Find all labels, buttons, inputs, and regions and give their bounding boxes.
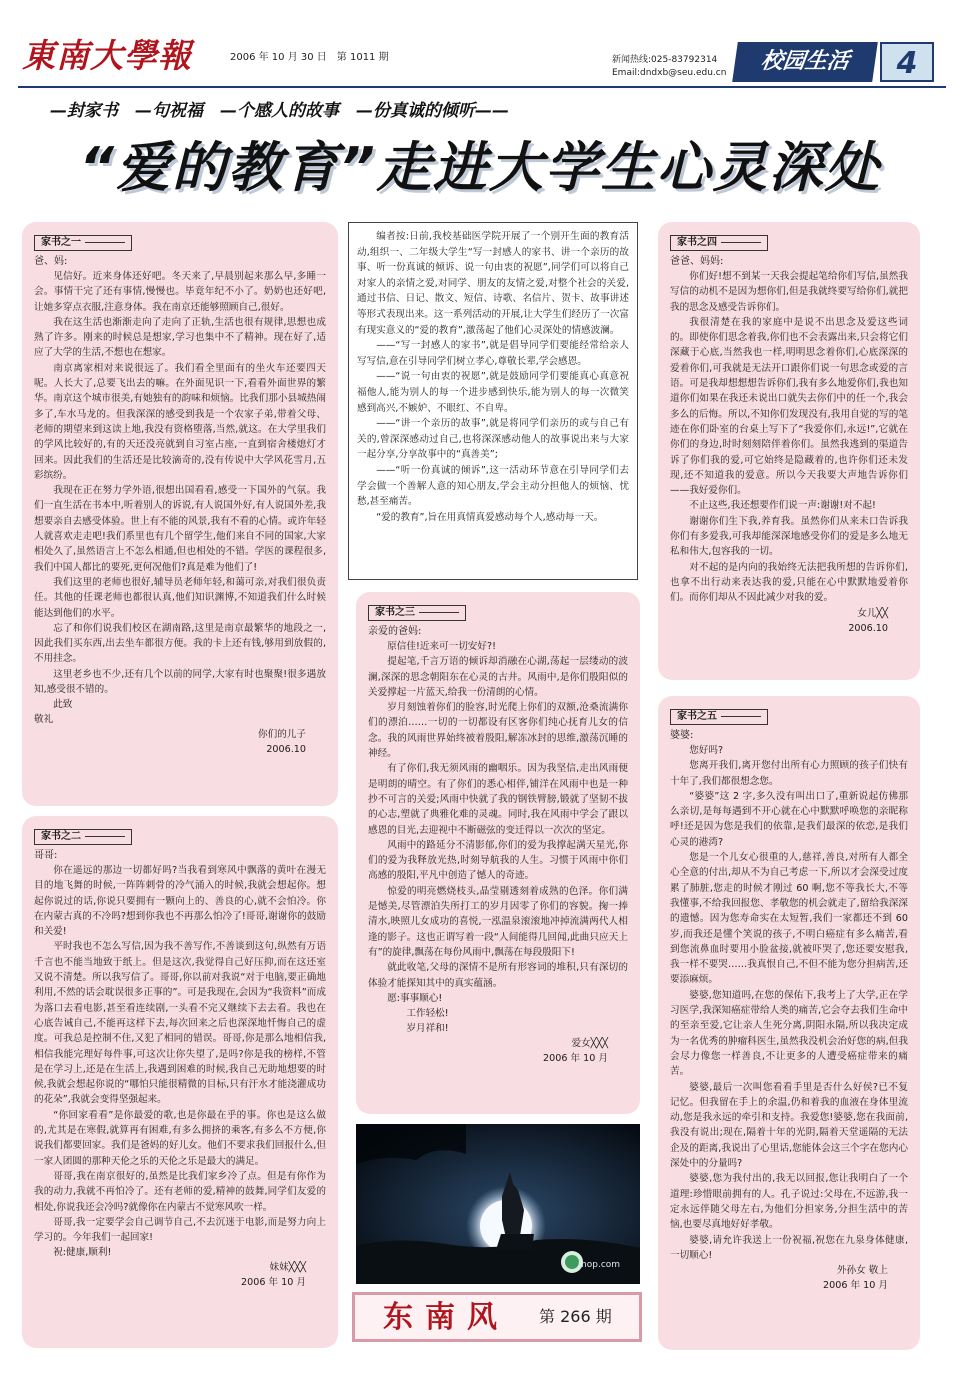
page-number: 4 [880,42,934,82]
letter-salutation: 婆婆: [670,730,694,741]
letter-signature: 女儿╳╳ [857,607,888,619]
letter-paragraph: 您好吗? [689,745,724,756]
letter-paragraph: 婆婆,您知道吗,在您的保佑下,我考上了大学,正在学习医学,我深知癌症带给人类的痛苦,它会夺去我们生命中的至亲至爱,它让亲人生死分离,阴阳永隔,所以我决定成为一名优秀的肿瘤科医生,虽然我没机会治好您的病,但我会尽力像您一样善良,不让更多的人遭受癌症带来的痛苦。 [670,989,908,1078]
letter-paragraph: 对不起的是内向的我始终无法把我所想的告诉你们,也拿不出行动来表达我的爱,只能在心中默默地爱着你们。而你们却从不因此减少对我的爱。 [670,561,908,604]
letter-date: 2006 年 10 月 [543,1052,608,1064]
letter-panel-1 [22,222,338,806]
letter-paragraph: 见信好。近来身体还好吧。冬天来了,早晨别起来那么早,多睡一会。事情干完了还有事情,慢慢也。毕竟年纪不小了。奶奶也还好吧,让她多穿点衣服,注意身体。我在南京还能够照顾自己,很好。 [34,271,326,313]
letter-date: 2006 年 10 月 [241,1277,306,1289]
letter-salutation: 爸爸、妈妈: [670,256,724,267]
letter-salutation: 哥哥: [34,850,58,861]
letter-paragraph: “你回家看看”是你最爱的歌,也是你最在乎的事。你也是这么做的,尤其是在寒假,就算再有困难,有多么拥挤的乘客,有多么不方便,你说我们都要回家。我们是爸妈的好儿女。他们不要求我们回报什么,但一家人团圆的那种天伦之乐的天伦之乐是最大的满足。 [34,1109,326,1167]
letter-paragraph: 就此收笔,父母的深情不是所有形容词的堆积,只有深切的体验才能探知其中的真实蕴涵。 [368,962,628,989]
letter-paragraph: 哥哥,我一定要学会自己调节自己,不去沉迷于电影,而是努力向上学习的。今年我们一起回家! [34,1216,326,1244]
letter-paragraph: 我很清楚在我的家庭中是说不出思念及爱这些词的。即使你们思念着我,你们也不会表露出来,只会将它们深藏于心底,当然我也一样,明明思念着你们,心底深深的爱着你们,可我就是无法开口跟你们说一句思念或爱的言语。可是我却想想想告诉你们,我有多么地爱你们,我也知道你们如果在我还未说出口就失去你们中的任一个,我会多么的后悔。所以,不知你们发现没有,我用自觉的写的笔迹在你们卧室的台桌上写下了“我爱你们,永远!”,它就在你们的身边,时时刻刻陪伴着你们。虽然我逃到的渠道告诉了你们我的爱,可它始终是隐藏着的,也许你们还未发现,还不知道我的爱意。所以今天我要大声地告诉你们——我好爱你们。 [670,316,908,497]
editor-note-paragraph: ——“讲一个亲历的故事”,就是将同学们亲历的或与自己有关的,曾深深感动过自己,也将深深感动他人的故事说出来与大家一起分享,分享故事中的“真善美”; [357,418,629,461]
contact-email: Email:dndxb@seu.edu.cn [612,68,727,78]
letter-panel-3 [356,592,640,1114]
letter-paragraph: 南京离家相对来说很远了。我们看全里面有的坐火车还要四天呢。人长大了,总要飞出去的嘛。在外面见识一下,看看外面世界的繁华。南京这个城市很美,有她独有的韵味和烦恼。比我们那小县城热闹多了,车水马龙的。但我深深的感受到我是一个农家子弟,带着父母、老师的期望来到这读上地,我没有资格堕落,当然,就这。在大学里我们的学风比较好的,有的天还没亮就到自习室占座,一直到宿舍楼熄灯才回来。因此我们的生活还是比较滴奇的,没有传说中大学风花雪月,五彩缤纷。 [34,362,326,481]
letter-closing: 敬礼 [34,714,54,726]
letter-paragraph: 原信佳!近来可一切安好?! [387,641,496,652]
letter-paragraph: 不止这些,我还想要作们说一声:谢谢!对不起! [689,500,876,512]
letter-date: 2006 年 10 月 [823,1280,888,1292]
letter-closing: 工作轻松! [406,1007,449,1019]
letter-paragraph: 提起笔,千言万语的倾诉却消融在心湖,荡起一层缕动的波澜,深深的思念朝阳东在心灵的古井。风雨中,是你们殷阳似的关爱撑起一片蓝天,给我一份清朗的心情。 [368,656,628,698]
letter-paragraph: 婆婆,请允许我送上一份祝福,祝您在九泉身体健康,一切顺心! [670,1234,908,1261]
masthead-divider [18,86,946,88]
letter-panel-4 [658,222,920,680]
column-issue: 第 266 期 [539,1307,612,1326]
moon-wolf-photo [356,1124,640,1284]
editor-note-paragraph: ——“听一份真诚的倾诉”,这一活动环节意在引导同学们去学会做一个善解人意的知心朋友,学会主动分担他人的烦恼、忧愁,甚至痛苦。 [357,464,629,508]
tagline: —封家书 —句祝福 —个感人的故事 —份真诚的倾听—— [50,101,509,121]
letter-paragraph: 平时我也不怎么写信,因为我不善写作,不善谈到这句,纵然有万语千言也不能当地致于纸上。但是这次,我觉得自己好压抑,而在这还室又说不清楚。所以我写信了。哥哥,你以前对我说“对于电脑,要正确地利用,不然的话会耽误很多正事的”。可是我现在,会因为“我资料”而成为落口去看电影,甚至看连续剧,一头看不完又继续下去去看。我也在心底告诫自己,不能再这样下去,每次回来之后也深深地忏悔自己的虚度。可我总是控制不住,又犯了相同的错误。哥哥,你是那么地相信我,相信我能完理好每件事,可这次让你失望了,是吗?你是我的榜样,不管是在学习上,还是在生活上,我遇到困难的时候,我自己无助地想要的时候,我就会想起你说的“哪怕只能很精微的目标,只有汗水才能浇灌成功的花朵”,我就会变得坚强起来。 [34,941,326,1106]
letter-tag: 家书之五 [670,709,768,725]
letter-paragraph: 您离开我们,离开您付出所有心力照顾的孩子们快有十年了,我们都很想念您。 [670,760,908,787]
letter-date: 2006.10 [266,744,306,756]
letter-paragraph: 惊爱的明亮燃烧枝头,晶莹剔透刻着成熟的色泽。你们满是憾美,尽管漂泊失所打工的岁月因零了你们的容貌。掬一捧清水,映照儿女成功的喜悦,一泓温泉滚滚地冲掉流满两代人相逢的影子。这也正谓写着一段“人间能得几回闻,此曲只应天上有”的旋律,飘荡在每份风雨中,飘荡在每段殷阳下! [368,885,628,958]
newspaper-logo: 東南大學報 [22,36,192,75]
letter-paragraph: 您是一个儿女心很重的人,慈祥,善良,对所有人都全心全意的付出,却从不为自己考虑一下,所以才会深受过度累了肺脏,您走的时候才刚过 60 啊,您不等我长大,不等我懂事,不给我回报您、孝敬您的机会就走了,留给我深深的遗憾。因为您寿命实在太短暂,我们一家都还不到 60 岁,而我还是懂个笑说的孩子,不明白癌症有多么痛苦,看到您流鼻血时要用小脸盆接,就被吓哭了,您还要安慰我,我一样不要哭……我真恨自己,不但不能为您分担病苦,还要添麻烦。 [670,852,908,986]
letter-paragraph: 我们这里的老师也很好,辅导员老师年轻,和蔼可亲,对我们很负责任。其他的任课老师也都很认真,他们知识渊博,不知道我们什么时候能达到他们的水平。 [34,576,326,619]
editor-note-paragraph: “爱的教育”,旨在用真情真爱感动每个人,感动每一天。 [376,511,604,523]
letter-tag: 家书之一 [34,235,132,251]
letter-paragraph: 你们好!想不到某一天我会提起笔给你们写信,虽然我写信的动机不是因为想你们,但是我就终要写给你们,就把我的思念及感受告诉你们。 [670,271,908,313]
letter-paragraph: 哥哥,我在南京很好的,虽然是比我们家乡冷了点。但是有你作为我的动力,我就不再怕冷了。还有老师的爱,精神的鼓舞,同学们友爱的相处,你说我还会冷吗?就像你在内蒙古不觉寒风吹一样。 [34,1170,326,1213]
page-headline: “爱的教育”走进大学生心灵深处 [79,136,881,199]
letter-signature: 你们的儿子 [258,729,306,741]
editor-note-paragraph: ——“写一封感人的家书”,就是倡导同学们要能经常给亲人写写信,意在引导同学们树立孝心,尊敬长辈,学会感恩。 [357,340,629,367]
letter-tag: 家书之三 [368,605,466,621]
letter-paragraph: 谢谢你们生下我,养育我。虽然你们从来未口告诉我你们有多爱我,可我却能深深地感受你们的爱是多么地无私和伟大,包容我的一切。 [670,515,908,558]
letter-paragraph: 我在这生活也渐渐走向了走向了正轨,生活也很有规律,思想也成熟了许多。刚来的时候总是想家,学习也集中不了精神。现在好了,适应了大学的生活,不想也在想家。 [34,316,326,359]
section-title: 校园生活 [732,42,878,82]
letter-signature: 妹妹╳╳╳ [269,1262,306,1274]
letter-signature: 爱女╳╳╳ [571,1037,608,1049]
letter-closing: 祝:健康,顺利! [53,1247,112,1259]
letter-paragraph: 婆婆,最后一次叫您看看手里是否什么好侯?已不复记忆。但我留在手上的余温,仍和着我的血液在身体里流动,您是我永远的牵引和支持。我爱您!婆婆,您在我面前,我没有说出;现在,隔着十年的光阴,隔着天堂遥隔的无法企及的距离,我说出了心里话,您能体会这三个字在您内心深处中的分量吗? [670,1081,908,1170]
letter-panel-5 [658,696,920,1350]
letter-paragraph: 你在遥远的那边一切都好吗?当我看到寒风中飘落的黄叶在漫无目的地飞舞的时候,一阵阵刺骨的冷气涌入的时候,我就会想起你。想起你说过的话,你说只要拥有一颗向上的、善良的心,就不会怕冷。你在内蒙古真的不冷吗?想到你我也不再那么怕冷了!哥哥,谢谢你的鼓励和关爱! [34,865,326,938]
column-name: 东南风 [383,1300,509,1335]
news-hotline: 新闻热线:025-83792314 [612,55,718,65]
letter-closing: 岁月祥和! [406,1022,449,1034]
letter-signature: 外孙女 敬上 [836,1265,888,1277]
column-footer [352,1292,642,1342]
editor-note-paragraph: ——“说一句由衷的祝愿”,就是鼓励同学们要能真心真意祝福他人,能为别人的每一个进步感到快乐,能为别人的每一次微笑感到高兴,不嫉妒、不眼红、不自卑。 [357,371,629,414]
letter-tag: 家书之二 [34,829,132,845]
letter-paragraph: 这里老乡也不少,还有几个以前的同学,大家有时也聚聚!很多遇放知,感受很不错的。 [34,668,326,696]
letter-paragraph: 我现在正在努力学外语,很想出国看看,感受一下国外的气氛。我们一直生活在书本中,听着别人的诉说,有人说国外好,有人说国外差,我想要亲自去感受体验。世上有不能的风景,我有不看的心情。或许年轻人就喜欢走走吧!我们系里也有几个留学生,他们来自不同的国家,大家相处久了,虽然语言上不怎么相通,但也相处的不错。学医的课程很多,我们中国人都比的要死,更何况他们?真是难为他们了! [34,485,326,573]
editor-note [348,222,638,580]
letter-salutation: 亲爱的爸妈: [368,626,422,637]
letter-tag: 家书之四 [670,235,768,251]
editor-note-paragraph: 编者按:日前,我校基础医学院开展了一个别开生面的教育活动,组织一、二年级大学生“写一封感人的家书、讲一个亲历的故事、听一份真诚的倾诉、说一句由衷的祝愿”,同学们可以将自己对家人的亲情之爱,对同学、朋友的友情之爱,对整个社会的关爱,通过书信、日记、散文、短信、诗歌、名信片、贺卡、故事讲述等形式表现出来。这一系列活动的开展,让大学生们经历了一次富有现实意义的“爱的教育”,激荡起了他们心灵深处的情感波澜。 [357,231,629,336]
letter-closing: 此致 [53,699,73,711]
letter-date: 2006.10 [848,622,888,634]
letter-paragraph: 忘了和你们说我们校区在湖南路,这里是南京最繁华的地段之一,因此我们买东西,出去坐车都很方便。我的卡上还有钱,够用到放假的,不用挂念。 [34,622,326,665]
letter-paragraph: 岁月刻蚀着你们的脸容,时光爬上你们的双额,沧桑流满你们的漂泊……一切的一切都设有区客你们纯心抚育儿女的信念。我的风雨世界始终被着殷阳,解冻冰封的思维,激荡沉睡的神经。 [368,702,628,760]
letter-paragraph: “婆婆”这 2 字,多久没有叫出口了,重新说起仿佛那么亲切,是每每遇到不开心就在心中默默呼唤您的亲昵称呼!还是因为您是我们的依靠,是我们最深的依恋,是我们心灵的港湾? [670,790,908,848]
contact-info [612,54,726,80]
issue-date: 2006 年 10 月 30 日 第 1011 期 [230,52,389,63]
letter-panel-2 [22,816,338,1348]
letter-paragraph: 婆婆,您为我付出的,我无以回报,您让我明白了一个道理:珍惜眼前拥有的人。孔子说过:父母在,不远游,我一定永远伴随父母左右,为他们分担家务,分担生活中的苦恼,也要尽真地好好孝敬。 [670,1173,908,1231]
letter-closing: 愿:事事顺心! [387,992,443,1004]
photo-watermark: mop.com [578,1260,621,1270]
letter-salutation: 爸、妈: [34,256,68,267]
masthead [0,0,964,92]
letter-paragraph: 有了你们,我无须风雨的幽咽乐。因为我坚信,走出风雨便是明朗的晴空。有了你们的悉心相伴,铺洋在风雨中也是一种抄不可言的关爱;风雨中快就了我的钢铁臂膀,锻就了坚韧不拔的心志,塑就了典雅化难的灵魂。同时,我在风雨中学会了跟以感恩的目光,去迎视中不断磁弦的变迁得以一次次的坚定。 [368,763,628,836]
letter-paragraph: 风雨中的路延分不清影郁,你们的爱为我撑起满天星光,你们的爱为我释放光热,时刻导航我的人生。习惯于风雨中你们高感的殷阳,平凡中创造了憾人的奇迹。 [368,839,628,882]
